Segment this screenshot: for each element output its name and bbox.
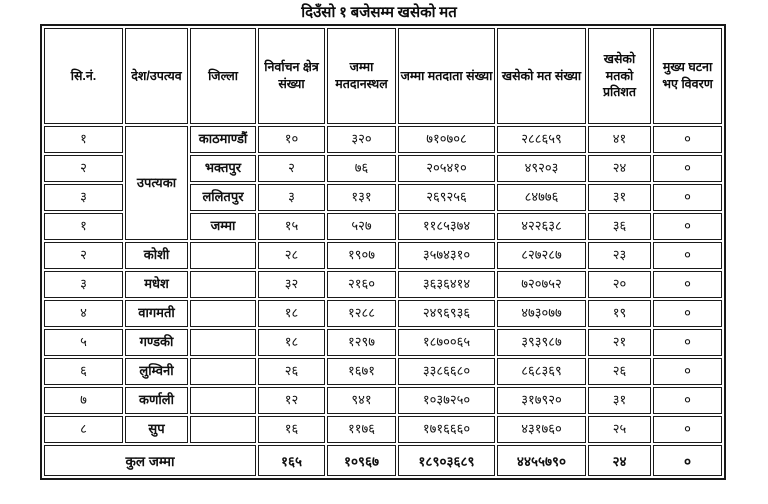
district-cell [190,358,256,385]
province-cell: कर्णाली [125,387,188,414]
votes-cast-cell: ७२०७५२ [497,271,586,298]
total-voters-cell: १८७००६५ [398,329,495,356]
total-votes-cast-cell: ४४५५७९० [497,445,586,476]
total-voters-cell: ३३८६६८० [398,358,495,385]
serial-cell: ७ [44,387,123,414]
polling-stations-cell: ३२० [327,126,396,153]
serial-cell: ३ [44,271,123,298]
votes-cast-cell: ३१७९२० [497,387,586,414]
polling-stations-cell: ५२७ [327,213,396,240]
serial-cell: २ [44,155,123,182]
page-title: दिउँसो १ बजेसम्म खसेको मत [301,5,457,21]
polling-stations-cell: १९०७ [327,242,396,269]
district-cell: काठमाण्डौं [190,126,256,153]
district-cell [190,242,256,269]
province-cell: वागमती [125,300,188,327]
incidents-cell: ० [653,387,722,414]
district-cell: जम्मा [190,213,256,240]
col-header-votes-cast: खसेको मत संख्या [497,28,586,124]
province-cell: गण्डकी [125,329,188,356]
constituencies-cell: २ [258,155,325,182]
incidents-cell: ० [653,213,722,240]
polling-stations-cell: १२८८ [327,300,396,327]
serial-cell: २ [44,242,123,269]
constituencies-cell: ३२ [258,271,325,298]
total-voters-cell: ७१०७०८ [398,126,495,153]
percent-cell: २४ [588,155,651,182]
percent-cell: २३ [588,242,651,269]
serial-cell: १ [44,126,123,153]
col-header-district: जिल्ला [190,28,256,124]
table-row [44,329,722,356]
total-voters-cell: २०५४१० [398,155,495,182]
votes-cast-cell: ४३१७६० [497,416,586,443]
constituencies-cell: २८ [258,242,325,269]
table-row [44,271,722,298]
total-percent-cell: २४ [588,445,651,476]
votes-cast-cell: ३९३९८७ [497,329,586,356]
table-row [44,242,722,269]
total-voters-cell: १८९०३६८९ [398,445,495,476]
district-cell [190,300,256,327]
constituencies-cell: १८ [258,329,325,356]
province-cell: कोशी [125,242,188,269]
province-cell: मधेश [125,271,188,298]
total-voters-cell: २४९६९३६ [398,300,495,327]
percent-cell: ३६ [588,213,651,240]
district-cell: भक्तपुर [190,155,256,182]
table-row [44,300,722,327]
col-header-serial: सि.नं. [44,28,123,124]
polling-stations-cell: १६७१ [327,358,396,385]
district-cell [190,329,256,356]
district-cell [190,271,256,298]
polling-stations-cell: ११७६ [327,416,396,443]
col-header-polling-stations: जम्मा मतदानस्थल [327,28,396,124]
polling-stations-cell: ९४१ [327,387,396,414]
percent-cell: २० [588,271,651,298]
polling-stations-cell: १३१ [327,184,396,211]
votes-cast-cell: ४७३०७७ [497,300,586,327]
incidents-cell: ० [653,271,722,298]
constituencies-cell: १६ [258,416,325,443]
percent-cell: ३१ [588,387,651,414]
total-constituencies-cell: १६५ [258,445,325,476]
incidents-cell: ० [653,416,722,443]
province-cell-valley: उपत्यका [125,126,188,240]
constituencies-cell: ३ [258,184,325,211]
votes-cast-cell: ४२२६३८ [497,213,586,240]
total-voters-cell: ३६३६४१४ [398,271,495,298]
percent-cell: ४१ [588,126,651,153]
col-header-constituencies: निर्वाचन क्षेत्र संख्या [258,28,325,124]
district-cell: ललितपुर [190,184,256,211]
district-cell [190,387,256,414]
polling-stations-cell: ७६ [327,155,396,182]
incidents-cell: ० [653,184,722,211]
percent-cell: ३१ [588,184,651,211]
table-row [44,358,722,385]
table-header-row [44,28,722,124]
percent-cell: २६ [588,358,651,385]
total-voters-cell: ३५७४३१० [398,242,495,269]
constituencies-cell: १८ [258,300,325,327]
total-voters-cell: २६९२५६ [398,184,495,211]
serial-cell: ३ [44,184,123,211]
votes-table [40,24,726,480]
votes-cast-cell: ४९२०३ [497,155,586,182]
total-voters-cell: १०३७२५० [398,387,495,414]
incidents-cell: ० [653,329,722,356]
province-cell: लुम्विनी [125,358,188,385]
table-row [44,126,722,153]
serial-cell: ६ [44,358,123,385]
percent-cell: २१ [588,329,651,356]
incidents-cell: ० [653,300,722,327]
col-header-province: देश/उपत्यव [125,28,188,124]
serial-cell: ५ [44,329,123,356]
constituencies-cell: २६ [258,358,325,385]
col-header-percent: खसेको मतको प्रतिशत [588,28,651,124]
serial-cell: ८ [44,416,123,443]
incidents-cell: ० [653,155,722,182]
table-row [44,387,722,414]
incidents-cell: ० [653,358,722,385]
total-voters-cell: १७१६६६० [398,416,495,443]
constituencies-cell: १० [258,126,325,153]
total-polling-stations-cell: १०९६७ [327,445,396,476]
incidents-cell: ० [653,242,722,269]
col-header-incidents: मुख्य घटना भए विवरण [653,28,722,124]
votes-cast-cell: ८४७७६ [497,184,586,211]
constituencies-cell: १२ [258,387,325,414]
percent-cell: १९ [588,300,651,327]
votes-cast-cell: ८२७२८७ [497,242,586,269]
polling-stations-cell: २१६० [327,271,396,298]
serial-cell: १ [44,213,123,240]
table-row [44,416,722,443]
votes-cast-cell: ८६८३६९ [497,358,586,385]
total-label-cell: कुल जम्मा [44,445,256,476]
polling-stations-cell: १२९७ [327,329,396,356]
incidents-cell: ० [653,126,722,153]
serial-cell: ४ [44,300,123,327]
table-total-row [44,445,722,476]
province-cell: सुप [125,416,188,443]
percent-cell: २५ [588,416,651,443]
total-incidents-cell: ० [653,445,722,476]
district-cell [190,416,256,443]
votes-cast-cell: २८८६५९ [497,126,586,153]
constituencies-cell: १५ [258,213,325,240]
total-voters-cell: ११८५३७४ [398,213,495,240]
col-header-total-voters: जम्मा मतदाता संख्या [398,28,495,124]
